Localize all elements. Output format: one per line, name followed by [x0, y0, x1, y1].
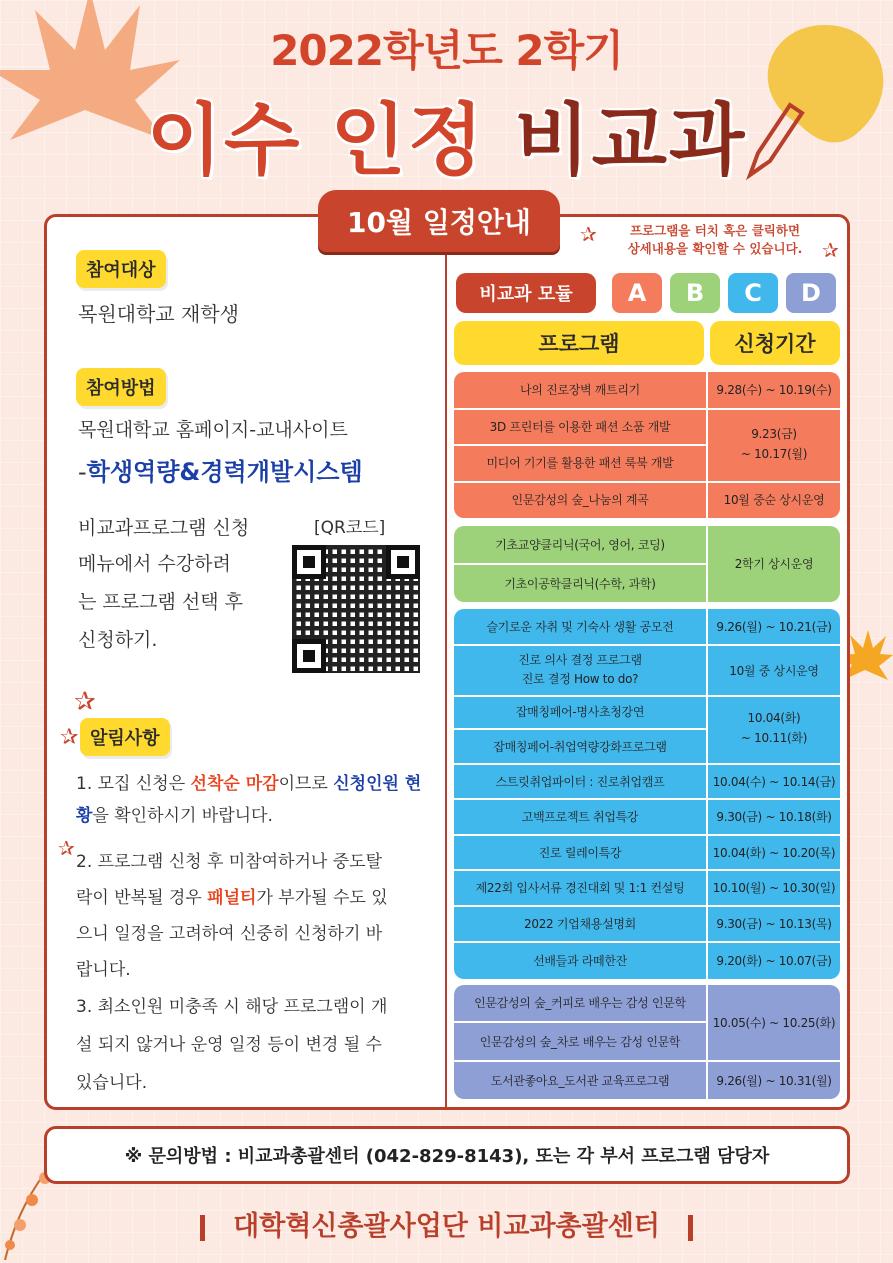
notice-1-text: 이므로 [278, 774, 334, 794]
col-program-header: 프로그램 [454, 321, 704, 365]
program-row[interactable]: 미디어 기기를 활용한 패션 룩북 개발 [486, 456, 674, 470]
footer [0, 1204, 893, 1243]
title-part-a: 이수 인정 [146, 96, 515, 186]
program-row[interactable]: 기초이공학클리닉(수학, 과학) [504, 576, 656, 591]
period-cell: 9.20(화) ~ 10.07(금) [716, 954, 832, 968]
notice-1 [76, 768, 426, 832]
method-line1: 목원대학교 홈페이지-교내사이트 [78, 419, 348, 441]
star-icon: ✰ [74, 687, 96, 717]
program-row[interactable]: 인문감성의 숲_나눔의 계곡 [511, 493, 649, 507]
notice-2-text: 락이 반복될 경우 [76, 888, 208, 908]
period-cell: 10.04(화) [747, 711, 801, 725]
notice-3-text: 설 되지 않거나 운영 일정 등이 변경 될 수 [76, 1035, 382, 1055]
notice-3 [76, 988, 426, 1102]
period-cell: 10.04(화) ~ 10.20(목) [712, 845, 836, 860]
program-row[interactable]: 인문감성의 숲_커피로 배우는 감성 인문학 [474, 996, 686, 1010]
col-period-header: 신청기간 [710, 321, 840, 365]
notice-2-highlight: 패널티 [207, 888, 257, 908]
notice-1-text: 을 확인하시기 바랍니다. [92, 806, 273, 826]
qr-code[interactable] [292, 545, 420, 673]
program-row[interactable]: 도서관좋아요_도서관 교육프로그램 [490, 1073, 670, 1088]
month-banner: 10월 일정안내 [318, 190, 560, 252]
period-cell: 10월 중순 상시운영 [723, 493, 825, 507]
program-row[interactable]: 잡매칭페어-명사초청강연 [515, 705, 645, 719]
program-row[interactable]: 진로 결정 How to do? [521, 672, 639, 686]
touch-notice-line1: 프로그램을 터치 혹은 클릭하면 [629, 223, 801, 238]
notice-1-highlight: 신청인 [333, 774, 383, 794]
star-icon: ✰ [822, 238, 839, 262]
column-divider [445, 236, 447, 1108]
touch-notice-line2: 상세내용을 확인할 수 있습니다. [627, 241, 803, 256]
module-d-badge[interactable]: D [786, 273, 836, 313]
method-line: 메뉴에서 수강하려 [78, 553, 231, 575]
period-cell: 9.30(금) ~ 10.13(목) [716, 917, 832, 931]
program-row[interactable]: 선배들과 라떼한잔 [533, 954, 627, 968]
qr-label: [QR코드] [314, 518, 386, 538]
program-row[interactable]: 잡매칭페어-취업역량강화프로그램 [493, 739, 667, 754]
program-row[interactable]: 나의 진로장벽 깨트리기 [520, 383, 640, 397]
title-year: 2022학년도 2학기 [270, 26, 623, 75]
title-part-b: 비교과 [514, 96, 747, 186]
notice-1-highlight: 선착순 마감 [190, 774, 279, 794]
method-line: 는 프로그램 선택 후 [78, 591, 243, 613]
footer-text: 대학혁신총괄사업단 비교과총괄센터 [233, 1211, 660, 1242]
notice-1-highlight: 원 현황 [76, 774, 422, 826]
notice-2-text: 으니 일정을 고려하여 신중히 신청하기 바 [76, 924, 383, 944]
program-row[interactable]: 기초교양클리닉(국어, 영어, 코딩) [495, 537, 665, 552]
system-link[interactable]: 학생역량&경력개발시스템 [86, 458, 363, 486]
program-row[interactable]: 3D 프린터를 이용한 패션 소품 개발 [489, 420, 671, 434]
program-row[interactable]: 제22회 입사서류 경진대회 및 1:1 컨설팅 [475, 881, 685, 895]
program-row[interactable]: 슬기로운 자취 및 기숙사 생활 공모전 [486, 619, 674, 634]
period-cell: 10.05(수) ~ 10.25(화) [712, 1015, 836, 1030]
footer-bar [688, 1215, 693, 1241]
module-a-badge[interactable]: A [612, 273, 662, 313]
star-icon: ✰ [60, 725, 79, 750]
notice-2-text: 랍니다. [76, 960, 131, 980]
method-line: 신청하기. [78, 629, 158, 651]
method-prefix: - [78, 458, 87, 486]
notice-3-text: 3. 최소인원 미충족 시 해당 프로그램이 개 [76, 997, 388, 1017]
period-cell: 9.28(수) ~ 10.19(수) [716, 383, 832, 397]
page-title [0, 78, 893, 190]
module-b-badge[interactable]: B [670, 273, 720, 313]
module-c-badge[interactable]: C [728, 273, 778, 313]
notice-1-text: 1. 모집 신청은 [76, 774, 191, 794]
star-icon: ✰ [58, 836, 75, 860]
notice-2 [76, 844, 426, 988]
program-row[interactable]: 2022 기업채용설명회 [524, 917, 636, 931]
module-label: 비교과 모듈 [456, 273, 596, 313]
method-line: 비교과프로그램 신청 [78, 517, 250, 539]
notice-tag: 알림사항 [80, 718, 170, 756]
star-icon: ✰ [580, 222, 597, 246]
period-cell: ~ 10.17(월) [740, 447, 808, 461]
target-tag: 참여대상 [76, 250, 166, 288]
period-cell: 10.10(월) ~ 10.30(일) [712, 881, 836, 895]
period-cell: 9.30(금) ~ 10.18(화) [716, 810, 832, 824]
period-cell: 9.26(월) ~ 10.31(월) [716, 1073, 832, 1088]
notice-3-text: 있습니다. [76, 1073, 148, 1093]
notice-2-text: 가 부가될 수도 있 [256, 888, 388, 908]
touch-notice [600, 222, 830, 258]
footer-bar [200, 1215, 205, 1241]
qr-finder-icon [386, 545, 420, 579]
program-row[interactable]: 고백프로젝트 취업특강 [521, 810, 639, 824]
period-cell: 9.23(금) [751, 427, 797, 441]
program-row[interactable]: 진로 의사 결정 프로그램 [518, 653, 642, 667]
contact-box: ※ 문의방법 : 비교과총괄센터 (042-829-8143), 또는 각 부서 프로그램 담당자 [44, 1126, 850, 1184]
period-cell: 10월 중 상시운영 [729, 663, 819, 678]
program-row[interactable]: 인문감성의 숲_차로 배우는 감성 인문학 [479, 1034, 681, 1049]
qr-finder-icon [292, 639, 326, 673]
period-cell: 2학기 상시운영 [734, 557, 814, 571]
period-cell: 10.04(수) ~ 10.14(금) [712, 774, 836, 789]
program-row[interactable]: 스트릿취업파이터 : 진로취업캠프 [495, 774, 665, 789]
qr-finder-icon [292, 545, 326, 579]
period-cell: ~ 10.11(화) [740, 731, 808, 745]
target-text: 목원대학교 재학생 [78, 302, 239, 326]
notice-2-text: 2. 프로그램 신청 후 미참여하거나 중도탈 [76, 852, 382, 872]
method-tag: 참여방법 [76, 368, 166, 406]
period-cell: 9.26(월) ~ 10.21(금) [716, 619, 832, 634]
program-row[interactable]: 진로 릴레이특강 [538, 845, 622, 860]
method-system-line [78, 460, 363, 487]
